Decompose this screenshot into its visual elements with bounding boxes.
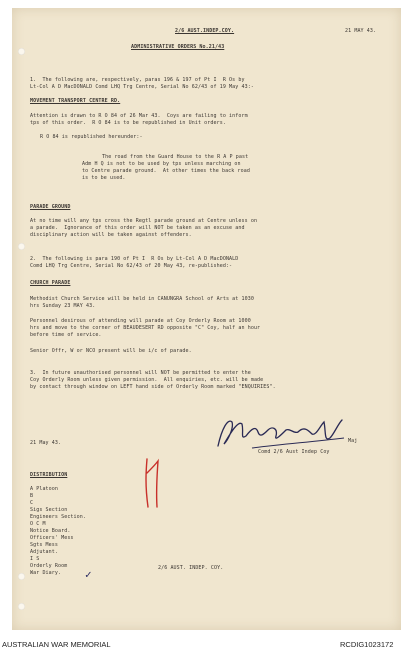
- punch-hole: [18, 573, 25, 580]
- distribution-item: Engineers Section.: [30, 514, 86, 520]
- distribution-item: War Diary.: [30, 570, 62, 576]
- signature-block: Comd 2/6 Aust Indep Coy: [258, 449, 330, 455]
- para-1-line: Lt-Col A D MacDONALD Comd LHQ Trg Centre, Serial No 62/43 of 19 May 43:-: [30, 84, 254, 90]
- quote-line: Adm H Q is not to be used by tps unless marching on: [82, 161, 241, 167]
- order-date: 21 MAY 43.: [345, 28, 377, 34]
- punch-hole: [18, 48, 25, 55]
- body-line: hrs Sunday 23 MAY 43.: [30, 303, 96, 309]
- body-line: a parade. Ignorance of this order will NOT be taken as an excuse and: [30, 225, 245, 231]
- body-line: before time of service.: [30, 332, 102, 338]
- para-2-line: Comd LHQ Trg Centre, Serial No 62/43 of 20 May 43, re-published:-: [30, 263, 233, 269]
- para-2-line: 2. The following is para 190 of Pt I R Os by Lt-Col A D MacDONALD: [30, 256, 239, 262]
- punch-hole: [18, 603, 25, 610]
- archive-credit: AUSTRALIAN WAR MEMORIAL: [2, 640, 111, 649]
- para-3-line: 3. In future unauthorised personnel will NOT be permitted to enter the: [30, 370, 251, 376]
- distribution-item: O C M: [30, 521, 46, 527]
- footer-stamp: 2/6 AUST. INDEP. COY.: [158, 565, 224, 571]
- distribution-item: Sigs Section: [30, 507, 68, 513]
- distribution-item: A Platoon: [30, 486, 58, 492]
- section-heading: CHURCH PARADE: [30, 280, 71, 286]
- distribution-item: B: [30, 493, 34, 499]
- body-line: Attention is drawn to R O 84 of 26 Mar 43. Coys are failing to inform: [30, 113, 248, 119]
- para-1-line: 1. The following are, respectively, paras 196 & 197 of Pt I R Os by: [30, 77, 245, 83]
- order-title: ADMINISTRATIVE ORDERS No.21/43: [131, 44, 225, 50]
- body-line: Personnel desirous of attending will parade at Coy Orderly Room at 1000: [30, 318, 251, 324]
- quote-line: is to be used.: [82, 175, 126, 181]
- body-line: tps of this order. R O 84 is to be republished in Unit orders.: [30, 120, 226, 126]
- distribution-item: C: [30, 500, 34, 506]
- red-number-annotation: [142, 455, 164, 511]
- distribution-item: Notice Board.: [30, 528, 71, 534]
- distribution-item: I S: [30, 556, 40, 562]
- quote-line: to Centre parade ground. At other times the back road: [82, 168, 250, 174]
- section-heading: MOVEMENT TRANSPORT CENTRE RD.: [30, 98, 121, 104]
- para-3-line: by contact through window on LEFT hand side of Orderly Room marked "ENQUIRIES".: [30, 384, 276, 390]
- body-line: disciplinary action will be taken against offenders.: [30, 232, 192, 238]
- check-mark-icon: ✓: [85, 568, 92, 581]
- distribution-item: Sgts Mess: [30, 542, 58, 548]
- signature-date: 21 May 43.: [30, 440, 62, 446]
- body-line: hrs and move to the corner of BEAUDESERT RD opposite "C" Coy, half an hour: [30, 325, 261, 331]
- unit-heading: 2/6 AUST.INDEP.COY.: [175, 28, 235, 34]
- distribution-item: Officers' Mess: [30, 535, 74, 541]
- punch-hole: [18, 243, 25, 250]
- quote-line: The road from the Guard House to the R A P past: [102, 154, 249, 160]
- distribution-item: Orderly Room: [30, 563, 68, 569]
- body-line: At no time will any tps cross the Regtl parade ground at Centre unless on: [30, 218, 258, 224]
- para-3-line: Coy Orderly Room unless given permission. All enquiries, etc. will be made: [30, 377, 264, 383]
- archive-id: RCDIG1023172: [340, 640, 394, 649]
- body-line: R O 84 is republished hereunder:-: [40, 134, 143, 140]
- distribution-title: DISTRIBUTION: [30, 472, 68, 478]
- section-heading: PARADE GROUND: [30, 204, 71, 210]
- body-line: Methodist Church Service will be held in CANUNGRA School of Arts at 1030: [30, 296, 254, 302]
- distribution-item: Adjutant.: [30, 549, 58, 555]
- body-line: Senior Offr, W or NCO present will be i/c of parade.: [30, 348, 192, 354]
- signature-rank: Maj: [348, 438, 358, 444]
